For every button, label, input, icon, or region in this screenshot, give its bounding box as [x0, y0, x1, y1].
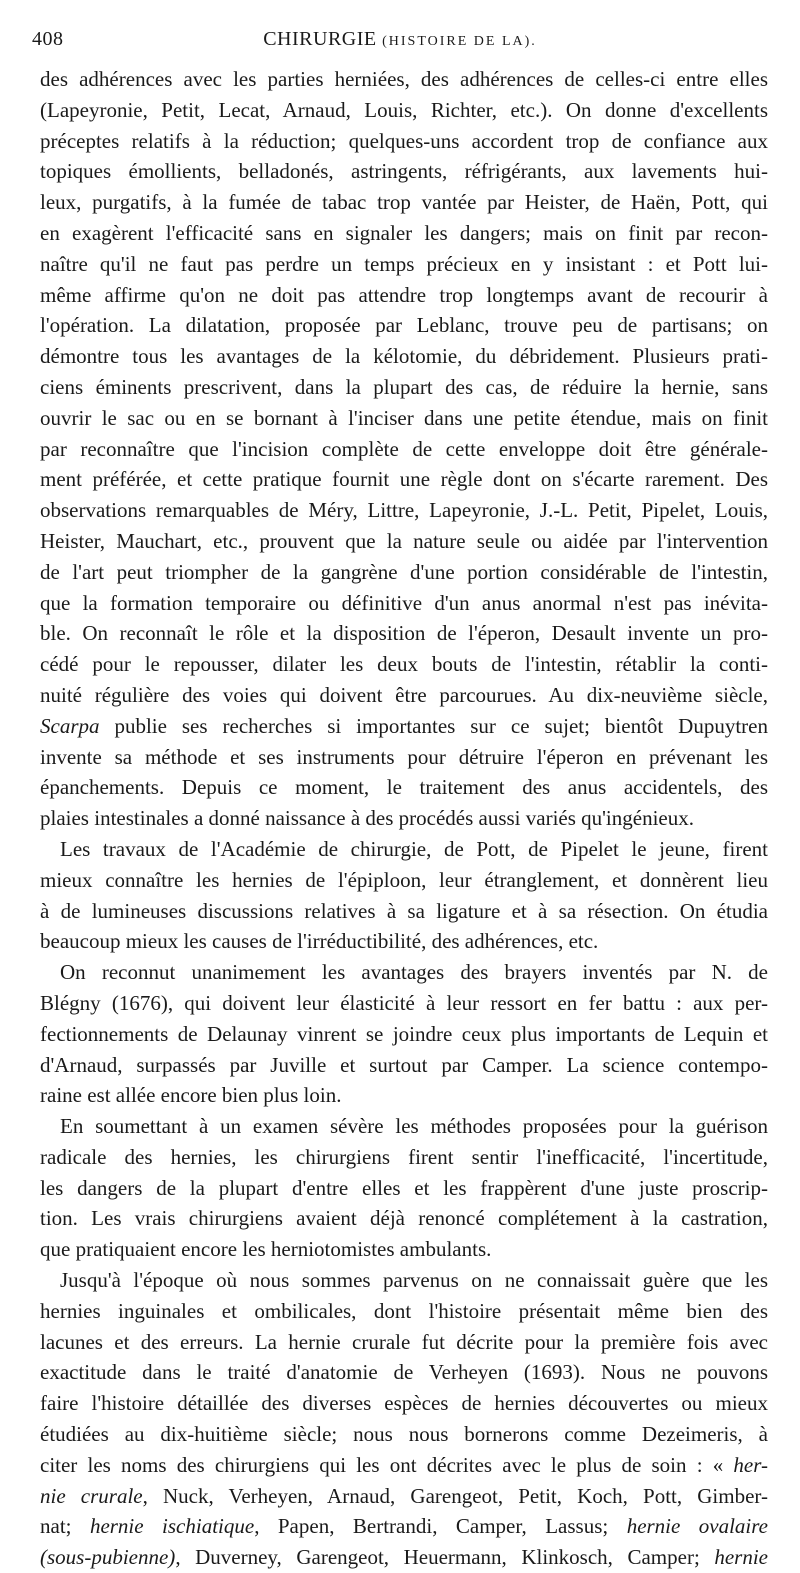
- text-line: que pratiquaient encore les herniotomistes ambulants.: [40, 1237, 492, 1262]
- text-line: tion. Les vrais chirurgiens avaient déjà renoncé complétement à la castration,: [40, 1206, 768, 1231]
- text-line: En soumettant à un examen sévère les méthodes proposées pour la guérison: [60, 1114, 768, 1139]
- text-line: radicale des hernies, les chirurgiens firent sentir l'inefficacité, l'incertitude,: [40, 1144, 768, 1169]
- running-title-main: CHIRURGIE: [263, 28, 377, 50]
- text-line: citer les noms des chirurgiens qui les ont décrites avec le plus de soin : « her-: [40, 1452, 768, 1477]
- text-line: étudiées au dix-huitième siècle; nous nous bornerons comme Dezeimeris, à: [40, 1422, 768, 1447]
- text-line: d'Arnaud, surpassés par Juville et surtout par Camper. La science contempo-: [40, 1052, 768, 1077]
- text-line: épanchements. Depuis ce moment, le traitement des anus accidentels, des: [40, 775, 768, 800]
- text-line: mieux connaître les hernies de l'épiploon, leur étranglement, et donnèrent lieu: [40, 867, 768, 892]
- italic-term: hernie ovalaire: [626, 1514, 768, 1539]
- text-line: à de lumineuses discussions relatives à sa ligature et à sa résection. On étudia: [40, 898, 768, 923]
- text-line: en exagèrent l'efficacité sans en signaler les dangers; mais on finit par recon-: [40, 220, 768, 245]
- text-line: que la formation temporaire ou définitive d'un anus anormal n'est pas inévita-: [40, 590, 768, 615]
- text-line: les dangers de la plupart d'entre elles et les frappèrent d'une juste proscrip-: [40, 1175, 768, 1200]
- text-line: cédé pour le repousser, dilater les deux bouts de l'intestin, rétablir la conti-: [40, 652, 768, 677]
- text-line: topiques émollients, belladonés, astringents, réfrigérants, aux lavements hui-: [40, 159, 768, 184]
- text-line: préceptes relatifs à la réduction; quelques-uns accordent trop de confiance aux: [40, 128, 768, 153]
- text-line: On reconnut unanimement les avantages des brayers inventés par N. de: [60, 960, 768, 985]
- italic-term: Scarpa: [40, 713, 100, 738]
- text-line: Les travaux de l'Académie de chirurgie, de Pott, de Pipelet le jeune, firent: [60, 836, 768, 861]
- text-line: ciens éminents prescrivent, dans la plupart des cas, de réduire la hernie, sans: [40, 374, 768, 399]
- text-line: ouvrir le sac ou en se bornant à l'inciser dans une petite étendue, mais on finit: [40, 405, 768, 430]
- text-line: des adhérences avec les parties herniées, des adhérences de celles-ci entre elles: [40, 67, 768, 91]
- text-line: leux, purgatifs, à la fumée de tabac trop vantée par Heister, de Haën, Pott, qui: [40, 190, 768, 215]
- text-line: exactitude dans le traité d'anatomie de Verheyen (1693). Nous ne pouvons: [40, 1360, 768, 1385]
- text-line: beaucoup mieux les causes de l'irréductibilité, des adhérences, etc.: [40, 929, 599, 954]
- text-line: (sous-pubienne), Duverney, Garengeot, Heuermann, Klinkosch, Camper; hernie: [40, 1545, 768, 1570]
- text-line: (Lapeyronie, Petit, Lecat, Arnaud, Louis, Richter, etc.). On donne d'excellents: [40, 97, 768, 122]
- italic-term: (sous-pubienne): [40, 1545, 176, 1570]
- text-line: nat; hernie ischiatique, Papen, Bertrandi, Camper, Lassus; hernie ovalaire: [40, 1514, 768, 1539]
- text-line: Blégny (1676), qui doivent leur élasticité à leur ressort en fer battu : aux per-: [40, 990, 768, 1015]
- running-title: [32, 28, 768, 51]
- text-line: Jusqu'à l'époque où nous sommes parvenus on ne connaissait guère que les: [60, 1268, 768, 1293]
- text-line: l'opération. La dilatation, proposée par Leblanc, trouve peu de partisans; on: [40, 313, 768, 338]
- page-header: [32, 20, 768, 54]
- italic-term: hernie ischiatique: [89, 1514, 255, 1539]
- text-line: plaies intestinales a donné naissance à des procédés aussi variés qu'ingénieux.: [40, 806, 694, 831]
- text-line: fectionnements de Delaunay vinrent se joindre ceux plus importants de Lequin et: [40, 1021, 768, 1046]
- text-line: démontre tous les avantages de la kélotomie, du débridement. Plusieurs prati-: [40, 344, 768, 369]
- text-line: raine est allée encore bien plus loin.: [40, 1083, 342, 1108]
- text-line: invente sa méthode et ses instruments pour détruire l'éperon en prévenant les: [40, 744, 768, 769]
- body-text: [40, 64, 768, 1573]
- italic-term: her-: [733, 1452, 768, 1477]
- text-line: Scarpa publie ses recherches si importantes sur ce sujet; bientôt Dupuytren: [40, 713, 768, 738]
- page-number: 408: [32, 28, 64, 50]
- text-line: ble. On reconnaît le rôle et la disposition de l'éperon, Desault invente un pro-: [40, 621, 768, 646]
- text-line: lacunes et des erreurs. La hernie crurale fut décrite pour la première fois avec: [40, 1329, 768, 1354]
- text-line: de l'art peut triompher de la gangrène d'une portion considérable de l'intestin,: [40, 559, 768, 584]
- italic-term: nie crurale: [40, 1483, 143, 1508]
- text-line: hernies inguinales et ombilicales, dont l'histoire présentait même bien des: [40, 1298, 768, 1323]
- text-line: ment préférée, et cette pratique fournit une règle dont on s'écarte rarement. Des: [40, 467, 768, 492]
- text-line: Heister, Mauchart, etc., prouvent que la nature seule ou aidée par l'intervention: [40, 528, 768, 553]
- text-line: observations remarquables de Méry, Littre, Lapeyronie, J.-L. Petit, Pipelet, Louis,: [40, 498, 768, 523]
- text-line: par reconnaître que l'incision complète de cette enveloppe doit être générale-: [40, 436, 768, 461]
- text-line: faire l'histoire détaillée des diverses espèces de hernies découvertes ou mieux: [40, 1391, 768, 1416]
- text-line: naître qu'il ne faut pas perdre un temps précieux en y insistant : et Pott lui-: [40, 251, 768, 276]
- text-line: même affirme qu'on ne doit pas attendre trop longtemps avant de recourir à: [40, 282, 768, 307]
- running-title-sub: (HISTOIRE DE LA).: [382, 34, 537, 49]
- text-line: nie crurale, Nuck, Verheyen, Arnaud, Garengeot, Petit, Koch, Pott, Gimber-: [40, 1483, 768, 1508]
- italic-term: hernie: [714, 1545, 768, 1570]
- text-line: nuité régulière des voies qui doivent être parcourues. Au dix-neuvième siècle,: [40, 682, 768, 707]
